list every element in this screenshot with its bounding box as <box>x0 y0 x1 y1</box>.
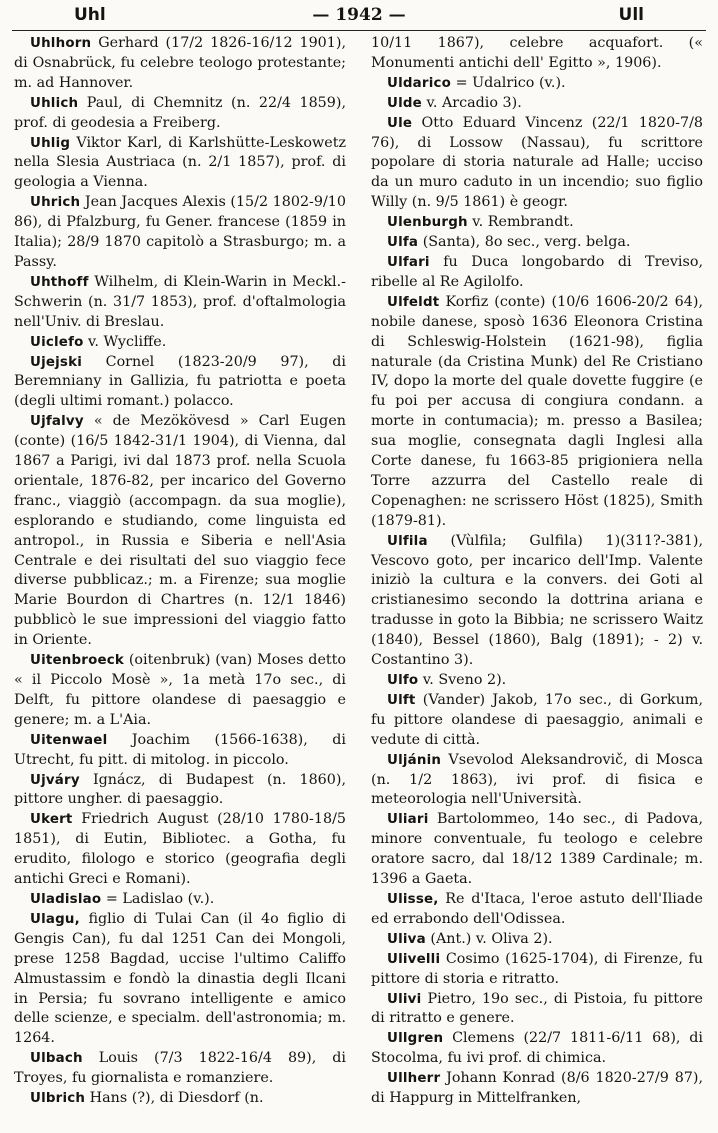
page-header <box>12 2 706 31</box>
entry-text: 10/11 1867), celebre acquafort. (« Monumenti antichi dell' Egitto », 1906). <box>371 35 703 71</box>
entry-headword: Uldarico <box>387 75 452 91</box>
entry-text: (Vander) Jakob, 17o sec., di Gorkum, fu pittore olandese di paesaggio, animali e vedute di città. <box>371 691 703 748</box>
dictionary-entry <box>371 950 703 990</box>
dictionary-entry <box>14 1049 346 1089</box>
entry-headword: Uliari <box>387 812 429 828</box>
entry-text: Otto Eduard Vincenz (22/1 1820-7/8 76), di Lossow (Nassau), fu scrittore popolare di storia naturale ad Halle; ucciso da un muro caduto in un incendio; suo figlio Willy (n. 9/5 1861) è geogr. <box>371 114 704 211</box>
entry-text: Viktor Karl, di Karlshütte-Leskowetz nella Slesia Austriaca (n. 2/1 1857), prof. di geologia a Vienna. <box>14 134 347 191</box>
dictionary-entry <box>14 273 346 333</box>
entry-text: Re d'Itaca, l'eroe astuto dell'Iliade ed errabondo dell'Odissea. <box>371 890 703 927</box>
entry-text: « de Mezökövesd » Carl Eugen (conte) (16/5 1842-31/1 1904), di Vienna, dal 1867 a Parigi, ivi dal 1873 prof. nella Scuola orientale, 1876-82, per incarico del Governo franc., viaggiò (accompagn. da sua moglie), esplorando e studiando, come linguista ed antropol., in Russia e Siberia e nell'Asia Centrale e dei risultati del suo viaggio fece diverse pubblicaz.; m. a Firenze; sua moglie Marie Bourdon di Chartres (n. 12/1 1846) pubblicò le sue impressioni del viaggio fatto in Oriente. <box>14 413 347 649</box>
dictionary-entry <box>14 333 346 353</box>
entry-text: v. Arcadio 3). <box>426 94 522 111</box>
right-column <box>371 34 703 1109</box>
entry-text: (Ant.) v. Oliva 2). <box>430 930 553 947</box>
entry-text: Johann Konrad (8/6 1820-27/9 87), di Happurg in Mittelfranken, <box>371 1070 704 1107</box>
entry-text: Hans (?), di Diesdorf (n. <box>89 1090 264 1107</box>
entry-headword: Ulfo <box>387 673 419 688</box>
entry-headword: Uhlhorn <box>30 36 92 51</box>
entry-headword: Ulfa <box>387 235 419 251</box>
entry-headword: Ulfari <box>387 254 430 270</box>
entry-text: Bartolommeo, 14o sec., di Padova, minore conventuale, fu teologo e celebre oratore sacro, dal 18/12 1389 Cardinale; m. 1396 a Gaeta. <box>371 811 703 888</box>
dictionary-entry <box>371 532 703 671</box>
entry-headword: Ulivelli <box>387 951 441 967</box>
page-number: — 1942 — <box>312 5 406 25</box>
entry-text: v. Wycliffe. <box>88 333 167 350</box>
entry-headword: Ulbrich <box>30 1091 86 1107</box>
entry-text: Jean Jacques Alexis (15/2 1802-9/10 86), di Pfalzburg, fu Gener. francese (1859 in Italia); 28/9 1870 capitolò a Strasburgo; m. a Passy. <box>14 194 346 270</box>
entry-headword: Ulde <box>387 95 422 111</box>
dictionary-entry <box>371 930 703 950</box>
dictionary-entry <box>371 1069 703 1109</box>
dictionary-entry <box>371 751 703 811</box>
entry-headword: Uladislao <box>30 891 102 907</box>
dictionary-entry <box>14 94 346 134</box>
dictionary-entry <box>14 890 346 910</box>
dictionary-entry <box>14 771 346 811</box>
dictionary-entry <box>371 114 703 214</box>
entry-text: Ignácz, di Budapest (n. 1860), pittore ungher. di paesaggio. <box>14 771 346 808</box>
entry-headword: Uitenwael <box>30 732 108 748</box>
entry-text: figlio di Tulai Can (il 4o figlio di Gengis Can), fu dal 1251 Can dei Mongoli, prese 1258 Bagdad, uccise l'ultimo Califfo Almustassim e fondò la dinastia degli Ilcani in Persia; fu sovrano intelligente e amico delle scienze, e specialm. dell'astronomia; m. 1264. <box>14 910 346 1047</box>
entry-headword: Ulivi <box>387 991 422 1007</box>
dictionary-entry <box>14 1089 346 1109</box>
entry-text: Pietro, 19o sec., di Pistoia, fu pittore di ritratto e genere. <box>371 990 704 1027</box>
entry-text: v. Sveno 2). <box>422 672 507 688</box>
entry-headword: Ullherr <box>387 1071 441 1087</box>
entry-headword: Ullgren <box>387 1031 444 1047</box>
entry-text: Louis (7/3 1822-16/4 89), di Troyes, fu giornalista e romanziere. <box>14 1050 346 1087</box>
entry-headword: Ulfila <box>387 533 428 549</box>
dictionary-entry <box>371 233 703 253</box>
entry-text: v. Rembrandt. <box>472 214 574 231</box>
dictionary-entry <box>371 1029 703 1069</box>
entry-text: = Ladislao (v.). <box>105 890 215 907</box>
left-column <box>14 34 346 1109</box>
dictionary-entry <box>371 293 703 532</box>
entry-text: Friedrich August (28/10 1780-18/5 1851), di Eutin, Bibliotec. a Gotha, fu erudito, filologo e storico (geografia degli antichi Greci e Romani). <box>14 811 346 888</box>
entry-text: Cosimo (1625-1704), di Firenze, fu pittore di storia e ritratto. <box>371 950 704 987</box>
dictionary-entry <box>14 34 346 94</box>
dictionary-entry <box>371 94 703 114</box>
entry-headword: Ulft <box>387 692 416 708</box>
entry-headword: Ujejski <box>30 354 83 370</box>
dictionary-entry <box>371 213 703 233</box>
entry-headword: Ujváry <box>30 772 80 788</box>
entry-headword: Uhthoff <box>30 274 89 290</box>
entry-text: (oitenbruk) (van) Moses detto « il Piccolo Mosè », 1a metà 17o sec., di Delft, fu pittore olandese di paesaggio e genere; m. a L'Aia. <box>14 652 347 728</box>
entry-text: Wilhelm, di Klein-Warin in Meckl.-Schwerin (n. 31/7 1853), prof. d'oftalmologia nell'Univ. di Breslau. <box>14 273 346 330</box>
entry-headword: Uliva <box>387 931 426 947</box>
dictionary-entry <box>371 890 703 930</box>
dictionary-entry <box>371 253 703 293</box>
entry-text: (Santa), 8o sec., verg. belga. <box>422 234 631 251</box>
dictionary-entry <box>14 651 346 731</box>
entry-text: Cornel (1823-20/9 97), di Beremniany in Gallizia, fu patriotta e poeta (degli ultimi romant.) polacco. <box>14 353 346 410</box>
entry-text: Vsevolod Aleksandrovič, di Mosca (n. 1/2 1863), ivi prof. di fisica e meteorologia nell'Università. <box>371 751 703 808</box>
dictionary-entry <box>14 353 346 413</box>
entry-text: Clemens (22/7 1811-6/11 68), di Stocolma, fu ivi prof. di chimica. <box>371 1030 704 1067</box>
header-left-guide-word: Uhl <box>74 5 106 25</box>
entry-headword: Ulenburgh <box>387 215 468 231</box>
dictionary-entry <box>371 691 703 751</box>
header-right-guide-word: Ull <box>618 5 644 25</box>
entry-text: Joachim (1566-1638), di Utrecht, fu pitt. di mitolog. in piccolo. <box>14 731 346 768</box>
dictionary-entry <box>371 671 703 691</box>
dictionary-entry <box>14 193 346 273</box>
dictionary-entry <box>14 810 346 890</box>
entry-headword: Uhlig <box>30 135 71 151</box>
entry-headword: Ulagu, <box>30 911 80 927</box>
dictionary-entry <box>371 34 703 74</box>
entry-headword: Ulfeldt <box>387 294 440 310</box>
entry-text: (Vùlfila; Gulfila) 1)(311?-381), Vescovo goto, per incarico dell'Imp. Valente iniziò la cultura e la convers. dei Goti al cristianesimo secondo la dottrina ariana e tradusse in goto la Bibbia; ne scrissero Waitz (1840), Bessel (1860), Balg (1891); - 2) v. Costantino 3). <box>371 532 703 669</box>
entry-headword: Ujfalvy <box>30 414 84 430</box>
dictionary-entry <box>371 74 703 94</box>
entry-headword: Ulisse, <box>387 891 439 907</box>
entry-text: = Udalrico (v.). <box>455 74 566 91</box>
entry-text: Paul, di Chemnitz (n. 22/4 1859), prof. di geodesia a Freiberg. <box>14 94 346 131</box>
dictionary-entry <box>14 412 346 651</box>
entry-headword: Uiclefo <box>30 334 84 350</box>
entry-headword: Ulbach <box>30 1051 83 1067</box>
dictionary-entry <box>371 810 703 890</box>
dictionary-entry <box>14 134 346 194</box>
entry-headword: Uitenbroeck <box>30 653 124 669</box>
entry-headword: Uhlich <box>30 95 79 111</box>
entry-text: Korfiz (conte) (10/6 1606-20/2 64), nobile danese, sposò 1636 Eleonora Cristina di Schleswig-Holstein (1621-98), figlia naturale (da Cristina Munk) del Re Cristiano IV, dopo la morte del quale dovette fuggire (e fu poi per accusa di congiura condann. a morte in contumacia); m. presso a Basilea; sua moglie, consegnata dagli Inglesi alla Corte danese, fu 1663-85 prigioniera nella Torre azzurra del Castello reale di Copenaghen: ne scrissero Höst (1825), Smith (1879-81). <box>371 293 703 529</box>
entry-headword: Uljánin <box>387 752 442 768</box>
dictionary-entry <box>14 910 346 1049</box>
entry-text: fu Duca longobardo di Treviso, ribelle al Re Agilolfo. <box>371 253 703 290</box>
dictionary-entry <box>371 990 703 1030</box>
dictionary-entry <box>14 731 346 771</box>
entry-text: Gerhard (17/2 1826-16/12 1901), di Osnabrück, fu celebre teologo protestante; m. ad Hannover. <box>14 35 346 91</box>
entry-headword: Ukert <box>30 812 73 828</box>
entry-headword: Uhrich <box>30 195 81 211</box>
entry-headword: Ule <box>387 115 413 131</box>
